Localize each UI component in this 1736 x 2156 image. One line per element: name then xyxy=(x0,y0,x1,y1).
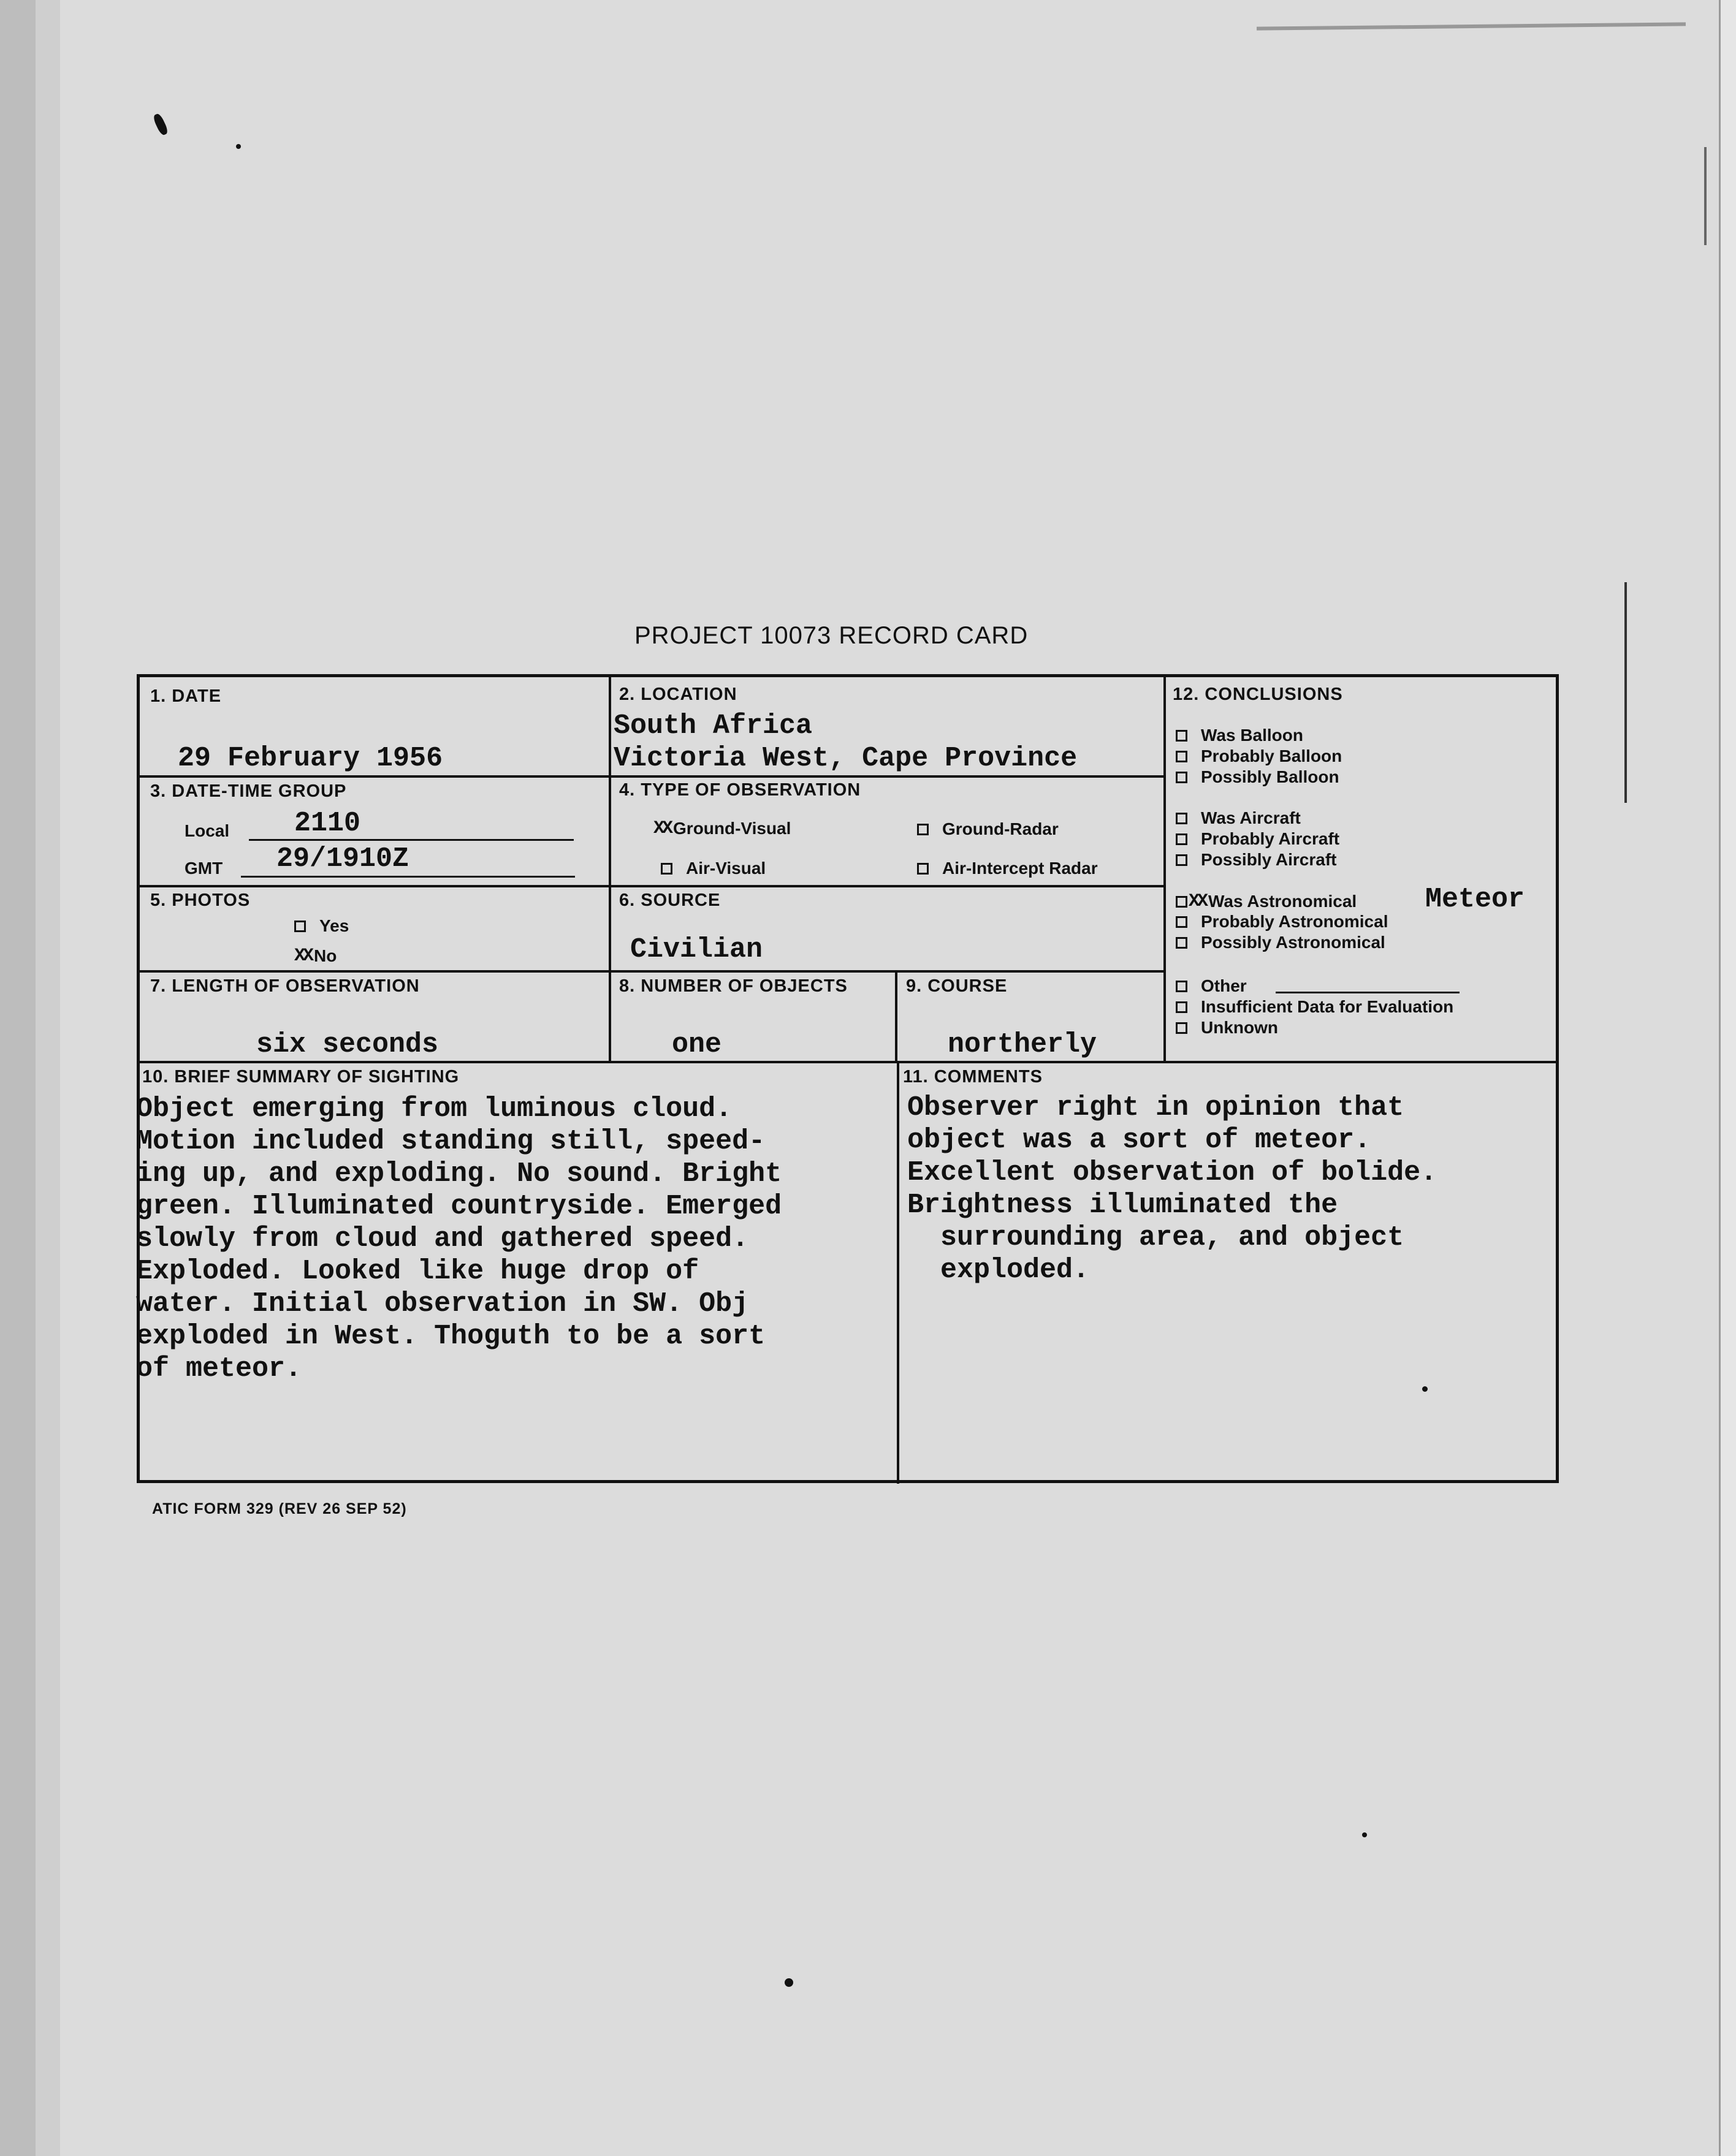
ground-visual-option xyxy=(653,819,791,838)
insufficient-data-option xyxy=(1176,998,1453,1015)
scan-speck xyxy=(236,144,241,149)
scan-left-border xyxy=(0,0,36,2156)
conclusions-label: 12. CONCLUSIONS xyxy=(1173,685,1343,704)
checkbox-icon xyxy=(1176,896,1187,908)
possibly-balloon-label: Possibly Balloon xyxy=(1201,767,1339,786)
dtg-local-underline xyxy=(249,839,574,841)
was-astronomical-check: XX xyxy=(1189,891,1206,912)
course-value: northerly xyxy=(948,1029,1097,1060)
ground-visual-check: XX xyxy=(653,818,671,839)
checkbox-icon xyxy=(1176,833,1187,845)
was-aircraft-option xyxy=(1176,810,1301,827)
checkbox-icon xyxy=(1176,730,1187,742)
checkbox-icon xyxy=(1176,854,1187,866)
checkbox-icon xyxy=(917,824,929,835)
scan-top-mark xyxy=(1257,22,1686,30)
record-card xyxy=(137,674,1559,1483)
was-balloon-label: Was Balloon xyxy=(1201,726,1303,745)
unknown-label: Unknown xyxy=(1201,1018,1278,1037)
checkbox-icon xyxy=(1176,937,1187,949)
insufficient-data-label: Insufficient Data for Evaluation xyxy=(1201,997,1454,1016)
other-option xyxy=(1176,977,1247,995)
course-label: 9. COURSE xyxy=(906,976,1008,996)
checkbox-icon xyxy=(1176,916,1187,928)
divider xyxy=(1163,677,1166,1062)
photos-yes-label: Yes xyxy=(319,916,349,935)
checkbox-icon xyxy=(1176,1022,1187,1034)
photos-no-option xyxy=(294,947,337,965)
probably-balloon-label: Probably Balloon xyxy=(1201,746,1342,765)
possibly-aircraft-label: Possibly Aircraft xyxy=(1201,850,1337,869)
probably-balloon-option xyxy=(1176,748,1342,765)
num-objects-value: one xyxy=(672,1029,722,1060)
divider xyxy=(895,970,897,1062)
air-intercept-radar-label: Air-Intercept Radar xyxy=(942,859,1098,878)
num-objects-label: 8. NUMBER OF OBJECTS xyxy=(619,976,848,996)
unknown-option xyxy=(1176,1019,1278,1036)
scan-speck xyxy=(152,113,169,137)
was-aircraft-label: Was Aircraft xyxy=(1201,808,1301,827)
divider xyxy=(140,885,1165,887)
checkbox-icon xyxy=(661,863,672,875)
other-label: Other xyxy=(1201,976,1247,995)
photos-yes-option xyxy=(294,917,349,935)
other-underline xyxy=(1276,992,1460,993)
checkbox-icon xyxy=(917,863,929,875)
air-intercept-radar-option xyxy=(917,860,1098,877)
dtg-gmt-value: 29/1910Z xyxy=(276,843,409,875)
probably-astronomical-label: Probably Astronomical xyxy=(1201,912,1388,931)
location-label: 2. LOCATION xyxy=(619,685,737,704)
checkbox-icon xyxy=(1176,751,1187,762)
was-astronomical-option xyxy=(1176,892,1357,911)
probably-astronomical-option xyxy=(1176,913,1388,930)
was-astronomical-label: Was Astronomical xyxy=(1208,892,1357,911)
dtg-local-label: Local xyxy=(185,821,230,840)
checkbox-icon xyxy=(294,920,306,932)
photos-label: 5. PHOTOS xyxy=(150,890,251,910)
dtg-local-value: 2110 xyxy=(294,808,361,839)
comments-text: Observer right in opinion that object was a sort of meteor. Excellent observation of bolide. Brightness illuminated the surrounding area, and object exploded. xyxy=(907,1092,1437,1286)
date-value: 29 February 1956 xyxy=(178,743,443,774)
was-balloon-option xyxy=(1176,727,1303,744)
scan-mark-line xyxy=(1704,147,1707,245)
form-footer: ATIC FORM 329 (REV 26 SEP 52) xyxy=(152,1500,407,1517)
photos-no-check: XX xyxy=(294,946,312,966)
observation-type-label: 4. TYPE OF OBSERVATION xyxy=(619,780,861,800)
air-visual-option xyxy=(661,860,766,877)
divider xyxy=(140,1061,1557,1063)
ground-radar-label: Ground-Radar xyxy=(942,819,1059,838)
checkbox-icon xyxy=(1176,981,1187,992)
dtg-gmt-label: GMT xyxy=(185,859,223,878)
divider xyxy=(897,1061,899,1484)
divider xyxy=(609,677,611,1062)
possibly-astronomical-label: Possibly Astronomical xyxy=(1201,933,1385,952)
probably-aircraft-option xyxy=(1176,830,1339,848)
ground-radar-option xyxy=(917,821,1059,838)
card-title: PROJECT 10073 RECORD CARD xyxy=(634,622,1029,649)
summary-label: 10. BRIEF SUMMARY OF SIGHTING xyxy=(142,1067,460,1087)
date-label: 1. DATE xyxy=(150,686,222,706)
checkbox-icon xyxy=(1176,1001,1187,1013)
length-label: 7. LENGTH OF OBSERVATION xyxy=(150,976,420,996)
checkbox-icon xyxy=(1176,813,1187,824)
divider xyxy=(140,775,1165,778)
possibly-astronomical-option xyxy=(1176,934,1385,951)
ground-visual-label: Ground-Visual xyxy=(673,819,791,838)
scan-speck xyxy=(1362,1832,1367,1837)
length-value: six seconds xyxy=(256,1029,439,1060)
comments-label: 11. COMMENTS xyxy=(903,1067,1043,1087)
astronomical-note: Meteor xyxy=(1425,884,1525,915)
source-value: Civilian xyxy=(630,934,763,965)
scan-right-edge xyxy=(1719,0,1736,2156)
possibly-aircraft-option xyxy=(1176,851,1336,868)
possibly-balloon-option xyxy=(1176,769,1339,786)
summary-text: Object emerging from luminous cloud. Motion included standing still, speed- ing up, and exploding. No sound. Bright green. Illuminated countryside. Emerged slowly from cloud and gathered speed. Exploded. Looked like huge drop of water. Initial observation in SW. Obj exploded in West. Thoguth to be a sort of meteor. xyxy=(136,1093,782,1384)
location-line1: South Africa xyxy=(614,710,813,742)
source-label: 6. SOURCE xyxy=(619,890,721,910)
probably-aircraft-label: Probably Aircraft xyxy=(1201,829,1340,848)
location-line2: Victoria West, Cape Province xyxy=(614,743,1078,774)
scan-speck xyxy=(785,1978,793,1987)
scan-left-shadow xyxy=(36,0,60,2156)
scan-mark-line xyxy=(1624,582,1627,803)
dtg-gmt-underline xyxy=(241,876,575,878)
dtg-label: 3. DATE-TIME GROUP xyxy=(150,781,347,801)
photos-no-label: No xyxy=(314,946,337,965)
divider xyxy=(140,970,1165,973)
checkbox-icon xyxy=(1176,772,1187,783)
air-visual-label: Air-Visual xyxy=(686,859,766,878)
